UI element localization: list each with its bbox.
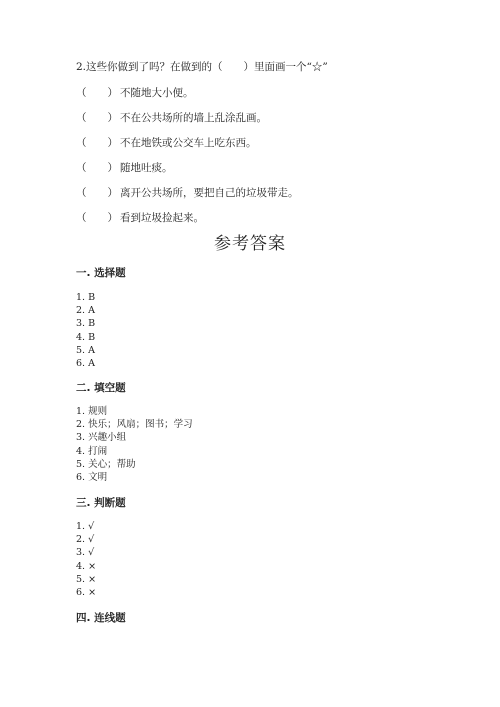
- answer-item: 2. 快乐；风扇；图书；学习: [76, 419, 193, 431]
- answer-list-fill-blank: [76, 405, 193, 484]
- answer-blank: （ ）: [76, 87, 118, 99]
- checklist-text: 随地吐痰。: [120, 162, 173, 174]
- checklist-text: 不随地大小便。: [120, 87, 194, 99]
- section-title-fill-blank: 二. 填空题: [76, 382, 126, 394]
- answer-item: 1. 规则: [76, 406, 108, 417]
- section-title-choice: 一. 选择题: [76, 267, 126, 279]
- answer-item: 3. B: [76, 318, 96, 330]
- checklist-text: 离开公共场所，要把自己的垃圾带走。: [120, 187, 299, 199]
- checklist-item: [76, 161, 299, 186]
- answer-item: 1. B: [76, 292, 96, 303]
- answer-item: 6. ×: [76, 586, 97, 598]
- answer-blank: （ ）: [76, 137, 118, 149]
- answer-item: 4. 打闹: [76, 445, 108, 457]
- answer-item: 5. ×: [76, 573, 97, 585]
- answer-blank: （ ）: [76, 112, 118, 124]
- answer-list-choice: [76, 291, 95, 370]
- answer-key-heading: 参考答案: [214, 234, 286, 254]
- answer-item: 3. √: [76, 547, 95, 559]
- answer-item: 5. 关心；帮助: [76, 458, 136, 470]
- checklist-item: [76, 86, 299, 111]
- checklist-text: 不在公共场所的墙上乱涂乱画。: [120, 112, 267, 124]
- question-2-title: 2.这些你做到了吗？在做到的（ ）里面画一个“☆”: [76, 61, 328, 73]
- checklist-item: [76, 186, 299, 211]
- answer-item: 4. B: [76, 331, 96, 343]
- answer-item: 3. 兴趣小组: [76, 432, 127, 444]
- checklist-item: [76, 111, 299, 136]
- behavior-checklist: [76, 86, 299, 236]
- checklist-item: [76, 136, 299, 161]
- answer-item: 1. √: [76, 521, 95, 532]
- section-title-matching: 四. 连线题: [76, 612, 126, 624]
- answer-item: 6. 文明: [76, 471, 108, 483]
- answer-item: 2. A: [76, 305, 95, 317]
- answer-blank: （ ）: [76, 162, 118, 174]
- answer-blank: （ ）: [76, 187, 118, 199]
- checklist-text: 不在地铁或公交车上吃东西。: [120, 137, 257, 149]
- checklist-text: 看到垃圾捡起来。: [120, 212, 204, 224]
- answer-item: 6. A: [76, 357, 95, 369]
- answer-item: 4. ×: [76, 560, 97, 572]
- answer-list-true-false: [76, 520, 96, 599]
- section-title-true-false: 三. 判断题: [76, 497, 126, 509]
- answer-blank: （ ）: [76, 212, 118, 224]
- answer-item: 2. √: [76, 534, 95, 546]
- answer-item: 5. A: [76, 344, 95, 356]
